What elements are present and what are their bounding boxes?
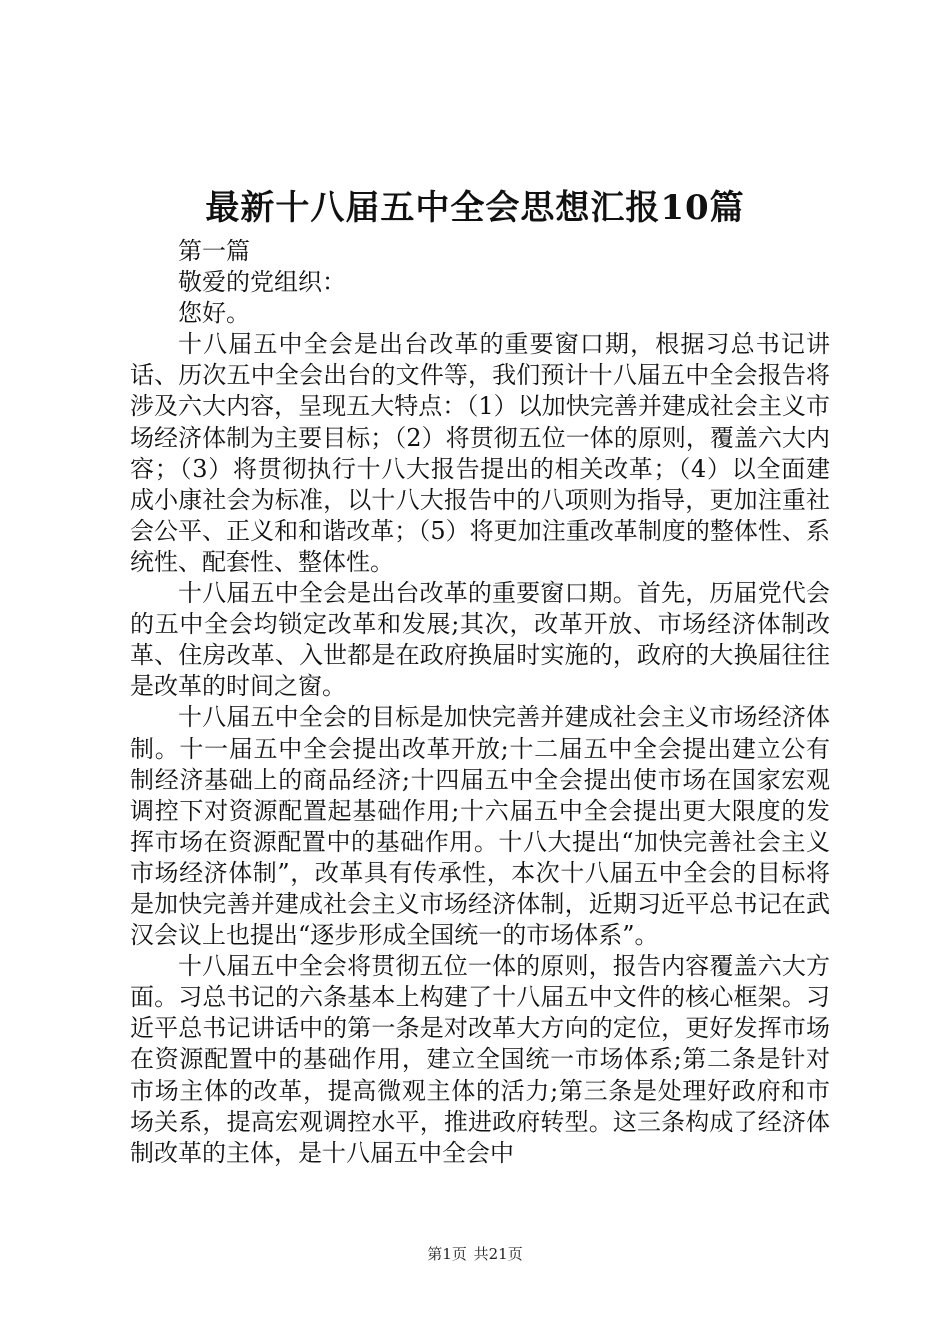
page-number: 第1页 bbox=[427, 1245, 467, 1263]
salutation: 敬爱的党组织： bbox=[178, 268, 346, 297]
body-paragraph: 十八届五中全会的目标是加快完善并建成社会主义市场经济体制。十一届五中全会提出改革开放;十二届五中全会提出建立公有制经济基础上的商品经济;十四届五中全会提出使市场在国家宏观调控下对资源配置起基础作用;十六届五中全会提出更大限度的发挥市场在资源配置中的基础作用。十八大提出“加快完善社会主义市场经济体制”，改革具有传承性，本次十八届五中全会的目标将是加快完善并建成社会主义市场经济体制，近期习近平总书记在武汉会议上也提出“逐步形成全国统一的市场体系”。 bbox=[130, 703, 830, 950]
document-body bbox=[130, 236, 830, 1169]
page-total: 共21页 bbox=[473, 1245, 523, 1263]
document-title: 最新十八届五中全会思想汇报10篇 bbox=[205, 188, 745, 228]
greeting: 您好。 bbox=[178, 299, 250, 328]
page-footer bbox=[0, 1244, 950, 1264]
body-paragraph: 十八届五中全会将贯彻五位一体的原则，报告内容覆盖六大方面。习总书记的六条基本上构建了十八届五中文件的核心框架。习近平总书记讲话中的第一条是对改革大方向的定位，更好发挥市场在资源配置中的基础作用，建立全国统一市场体系;第二条是针对市场主体的改革，提高微观主体的活力;第三条是处理好政府和市场关系，提高宏观调控水平，推进政府转型。这三条构成了经济体制改革的主体，是十八届五中全会中 bbox=[130, 952, 830, 1167]
section-heading: 第一篇 bbox=[178, 237, 250, 265]
body-paragraph: 十八届五中全会是出台改革的重要窗口期。首先，历届党代会的五中全会均锁定改革和发展;其次，改革开放、市场经济体制改革、住房改革、入世都是在政府换届时实施的，政府的大换届往往是改革的时间之窗。 bbox=[130, 579, 830, 701]
body-paragraph: 十八届五中全会是出台改革的重要窗口期，根据习总书记讲话、历次五中全会出台的文件等，我们预计十八届五中全会报告将涉及六大内容，呈现五大特点：（1）以加快完善并建成社会主义市场经济体制为主要目标；（2）将贯彻五位一体的原则，覆盖六大内容；（3）将贯彻执行十八大报告提出的相关改革；（4）以全面建成小康社会为标准，以十八大报告中的八项则为指导，更加注重社会公平、正义和和谐改革；（5）将更加注重改革制度的整体性、系统性、配套性、整体性。 bbox=[130, 330, 830, 576]
